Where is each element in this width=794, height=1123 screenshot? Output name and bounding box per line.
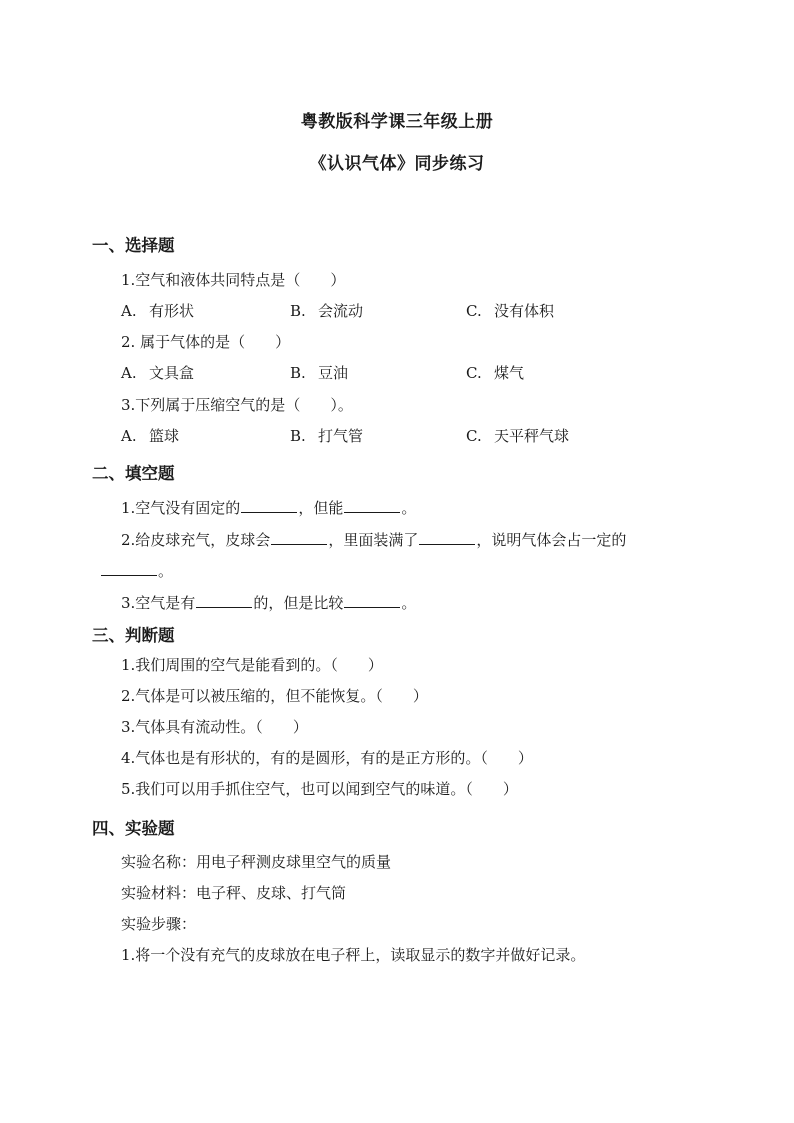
section-heading-fill: 二、填空题 xyxy=(92,464,175,483)
judge-item: 5.我们可以用手抓住空气，也可以闻到空气的味道。（ ） xyxy=(121,780,518,798)
judge-item: 3.气体具有流动性。（ ） xyxy=(121,718,308,736)
experiment-step: 1.将一个没有充气的皮球放在电子秤上，读取显示的数字并做好记录。 xyxy=(121,946,586,964)
option-c: C. 煤气 xyxy=(466,364,525,382)
answer-blank[interactable] xyxy=(196,593,252,608)
section-heading-choice: 一、选择题 xyxy=(92,236,175,255)
option-c: C. 没有体积 xyxy=(466,302,555,320)
fill-question-2-continued: 。 xyxy=(100,560,173,581)
option-b: B. 豆油 xyxy=(290,364,349,382)
experiment-name: 实验名称：用电子秤测皮球里空气的质量 xyxy=(121,853,392,871)
experiment-materials: 实验材料：电子秤、皮球、打气筒 xyxy=(121,884,347,902)
fill-question-3: 3.空气是有 的，但是比较 。 xyxy=(121,594,417,612)
judge-item: 4.气体也是有形状的，有的是圆形，有的是正方形的。（ ） xyxy=(121,749,533,767)
question-text: 3.下列属于压缩空气的是（ ）。 xyxy=(121,396,353,414)
option-a: A. 有形状 xyxy=(121,302,195,320)
question-text: 2. 属于气体的是（ ） xyxy=(121,333,291,351)
answer-blank[interactable] xyxy=(344,593,400,608)
fill-question-2: 2.给皮球充气，皮球会 ，里面装满了 ，说明气体会占一定的 xyxy=(121,531,627,549)
section-heading-judge: 三、判断题 xyxy=(92,626,175,645)
question-text: 1.空气和液体共同特点是（ ） xyxy=(121,271,346,289)
section-heading-experiment: 四、实验题 xyxy=(92,819,175,838)
document-title: 粤教版科学课三年级上册 xyxy=(300,112,494,132)
answer-blank[interactable] xyxy=(241,498,297,513)
answer-blank[interactable] xyxy=(271,530,327,545)
answer-blank[interactable] xyxy=(344,498,400,513)
document-subtitle: 《认识气体》同步练习 xyxy=(309,154,485,174)
judge-item: 2.气体是可以被压缩的，但不能恢复。（ ） xyxy=(121,687,428,705)
option-b: B. 会流动 xyxy=(290,302,364,320)
fill-question-1: 1.空气没有固定的 ，但能 。 xyxy=(121,499,417,517)
answer-blank[interactable] xyxy=(419,530,475,545)
option-c: C. 天平秤气球 xyxy=(466,427,570,445)
answer-blank[interactable] xyxy=(101,561,157,576)
option-a: A. 文具盒 xyxy=(121,364,195,382)
option-a: A. 篮球 xyxy=(121,427,180,445)
option-b: B. 打气管 xyxy=(290,427,364,445)
experiment-steps-label: 实验步骤： xyxy=(121,915,197,933)
judge-item: 1.我们周围的空气是能看到的。（ ） xyxy=(121,656,383,674)
